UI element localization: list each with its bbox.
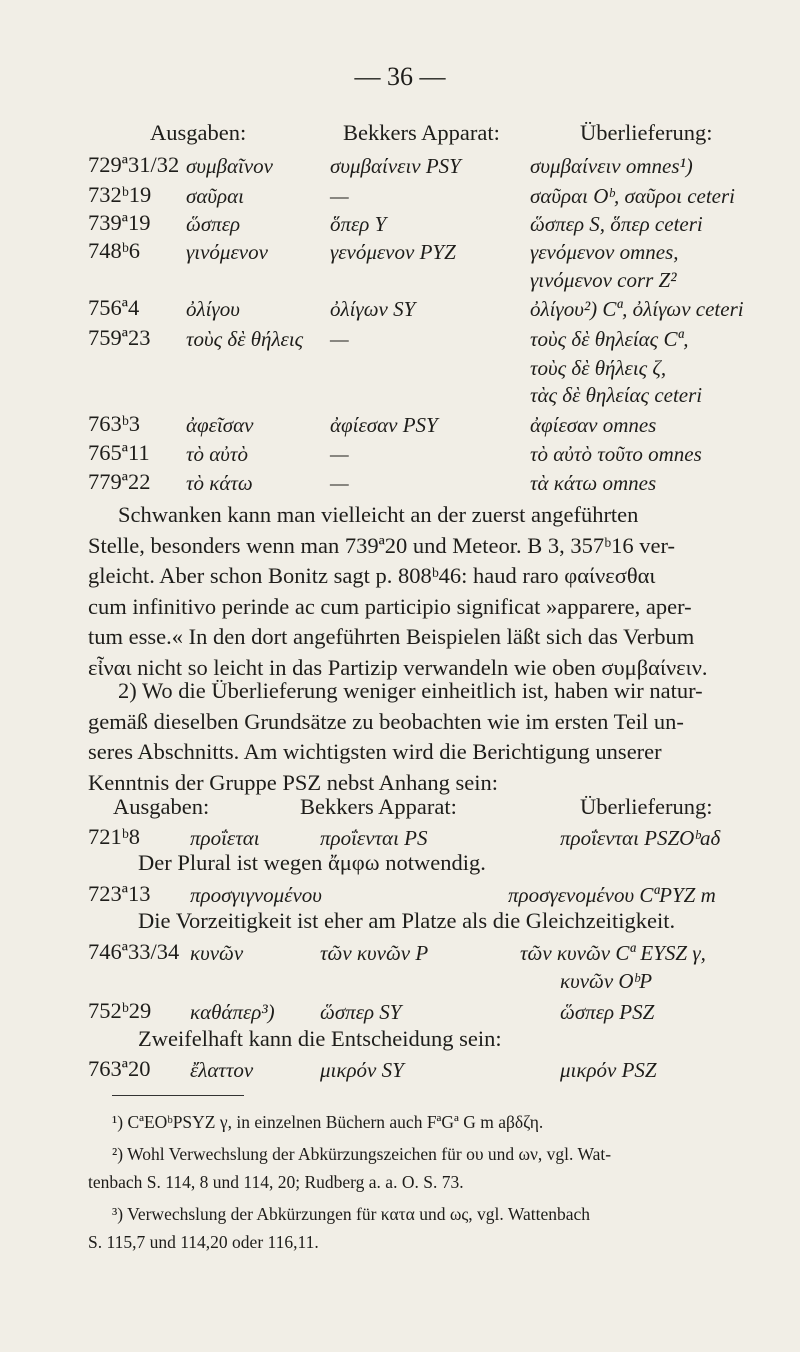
tradition-reading: γινόμενον corr Z² — [530, 268, 677, 292]
tradition-reading: συμβαίνειν omnes¹) — [530, 154, 693, 178]
bekker-apparatus: — — [330, 184, 349, 208]
tradition-reading: τῶν κυνῶν Cª EYSZ γ, — [520, 941, 706, 965]
edition-reading: ὀλίγου — [186, 297, 240, 321]
text-line: εἶναι nicht so leicht in das Partizip verwandeln wie oben συμβαίνειν. — [88, 654, 708, 680]
tradition-reading: τοὺς δὲ θηλείας Cª, — [530, 327, 689, 351]
edition-reading: ἔλαττον — [190, 1058, 254, 1082]
bekker-apparatus: προΐενται PS — [320, 826, 428, 850]
row-reference: 763ª20 — [88, 1056, 151, 1081]
bekker-apparatus: ὅπερ Y — [330, 212, 387, 236]
bekker-apparatus: — — [330, 442, 349, 466]
tradition-reading: ὥσπερ PSZ — [560, 1000, 655, 1024]
header-bekker-2: Bekkers Apparat: — [300, 794, 457, 819]
row-reference: 729ª31/32 — [88, 152, 180, 177]
footnote-2: ²) Wohl Verwechslung der Abkürzungszeichen für ου und ων, vgl. Wat- — [112, 1144, 612, 1164]
header-ausgaben-2: Ausgaben: — [113, 794, 210, 819]
footnote-2-cont: tenbach S. 114, 8 und 114, 20; Rudberg a. a. O. S. 73. — [88, 1172, 464, 1192]
text-line: tum esse.« In den dort angeführten Beispielen läßt sich das Verbum — [88, 624, 695, 649]
tradition-reading: μικρόν PSZ — [560, 1058, 657, 1082]
row-reference: 752ᵇ29 — [88, 998, 152, 1023]
footnote-3: ³) Verwechslung der Abkürzungen für κατα und ως, vgl. Wattenbach — [112, 1204, 590, 1224]
text-line: Schwanken kann man vielleicht an der zuerst angeführten — [118, 502, 639, 527]
row-reference: 732ᵇ19 — [88, 182, 152, 207]
tradition-reading: τοὺς δὲ θήλεις ζ, — [530, 356, 667, 380]
row-reference: 756ª4 — [88, 295, 140, 320]
text-line: gleicht. Aber schon Bonitz sagt p. 808ᵇ46: haud raro φαίνεσθαι — [88, 563, 656, 588]
bekker-apparatus: μικρόν SY — [320, 1058, 404, 1082]
tradition-reading: ὀλίγου²) Cª, ὀλίγων ceteri — [530, 297, 744, 321]
header-bekker: Bekkers Apparat: — [343, 120, 500, 145]
page-number: — 36 — — [354, 62, 446, 91]
edition-reading: τὸ αὐτὸ — [186, 442, 248, 466]
edition-reading: σαῦραι — [186, 184, 244, 208]
tradition-reading: προσγενομένου CªPYZ m — [508, 883, 716, 907]
row-note: Der Plural ist wegen ἄμφω notwendig. — [138, 850, 486, 875]
bekker-apparatus: — — [330, 327, 349, 351]
header-ueberlieferung-2: Überlieferung: — [580, 794, 713, 819]
tradition-reading: σαῦραι Oᵇ, σαῦροι ceteri — [530, 184, 736, 208]
row-reference: 721ᵇ8 — [88, 824, 140, 849]
row-reference: 765ª11 — [88, 440, 150, 465]
footnote-3-cont: S. 115,7 und 114,20 oder 116,11. — [88, 1232, 319, 1252]
bekker-apparatus: — — [330, 471, 349, 495]
edition-reading: κυνῶν — [190, 941, 244, 965]
text-line: seres Abschnitts. Am wichtigsten wird die Berichtigung unserer — [88, 739, 662, 764]
row-reference: 748ᵇ6 — [88, 238, 140, 263]
tradition-reading: ἀφίεσαν omnes — [530, 413, 657, 437]
edition-reading: προΐεται — [190, 826, 260, 850]
row-reference: 723ª13 — [88, 881, 151, 906]
tradition-reading: τὸ αὐτὸ τοῦτο omnes — [530, 442, 702, 466]
row-reference: 779ª22 — [88, 469, 151, 494]
tradition-reading: ὥσπερ S, ὅπερ ceteri — [530, 212, 703, 236]
bekker-apparatus: ἀφίεσαν PSY — [330, 413, 438, 437]
text-line: Kenntnis der Gruppe PSZ nebst Anhang sein: — [88, 769, 498, 795]
bekker-apparatus: ὀλίγων SY — [330, 297, 416, 321]
tradition-reading: τὰς δὲ θηλείας ceteri — [530, 383, 703, 407]
header-ueberlieferung: Überlieferung: — [580, 120, 713, 145]
tradition-reading: γενόμενον omnes, — [530, 240, 679, 264]
row-note: Die Vorzeitigkeit ist eher am Platze als die Gleichzeitigkeit. — [138, 908, 676, 933]
tradition-reading: κυνῶν OᵇP — [560, 969, 653, 993]
edition-reading: προσγιγνομένου — [190, 883, 322, 907]
edition-reading: γινόμενον — [186, 240, 268, 264]
edition-reading: ὥσπερ — [186, 212, 241, 236]
text-line: gemäß dieselben Grundsätze zu beobachten wie im ersten Teil un- — [88, 708, 684, 734]
footnote-1: ¹) CªEOᵇPSYZ γ, in einzelnen Büchern auch FªGª G m aβδζη. — [112, 1112, 544, 1132]
edition-reading: ἀφεῖσαν — [186, 413, 254, 437]
text-line: 2) Wo die Überlieferung weniger einheitlich ist, haben wir natur- — [118, 678, 703, 703]
tradition-reading: τὰ κάτω omnes — [530, 471, 657, 495]
edition-reading: τὸ κάτω — [186, 471, 253, 495]
row-reference: 759ª23 — [88, 325, 151, 350]
text-line: cum infinitivo perinde ac cum participio significat »apparere, aper- — [88, 593, 692, 619]
bekker-apparatus: γενόμενον PYZ — [330, 240, 456, 264]
tradition-reading: προΐενται PSZOᵇaδ — [560, 826, 721, 850]
row-note: Zweifelhaft kann die Entscheidung sein: — [138, 1026, 502, 1051]
edition-reading: τοὺς δὲ θήλεις — [186, 327, 304, 351]
bekker-apparatus: ὥσπερ SY — [320, 1000, 402, 1024]
bekker-apparatus: τῶν κυνῶν P — [320, 941, 429, 965]
footnote-rule — [112, 1095, 244, 1096]
row-reference: 739ª19 — [88, 210, 151, 235]
edition-reading: καθάπερ³) — [190, 1000, 275, 1024]
edition-reading: συμβαῖνον — [186, 154, 273, 178]
bekker-apparatus: συμβαίνειν PSY — [330, 154, 461, 178]
row-reference: 746ª33/34 — [88, 939, 180, 964]
paragraph-1 — [88, 500, 768, 683]
row-reference: 763ᵇ3 — [88, 411, 140, 436]
header-ausgaben: Ausgaben: — [150, 120, 247, 145]
paragraph-2 — [88, 676, 768, 798]
text-line: Stelle, besonders wenn man 739ª20 und Meteor. B 3, 357ᵇ16 ver- — [88, 532, 675, 558]
